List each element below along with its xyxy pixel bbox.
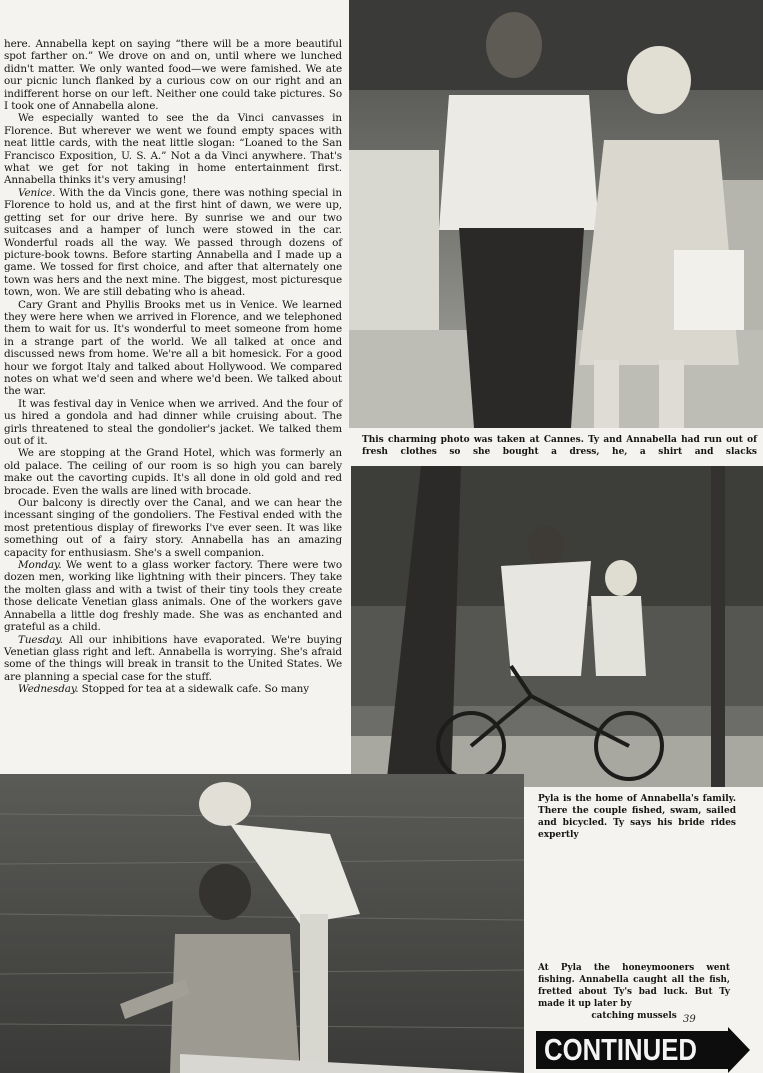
article-paragraph: We especially wanted to see the da Vinci canvasses in Florence. But wherever we went we found empty spaces with neat little cards, with the neat little slogan: “Loaned to the San Francisco Exposition, U. S. A.” Not a da Vinci anywhere. That's what we get for not taking in home entertainment first. Annabella thinks it's very amusing! [4,112,342,187]
caption-boat [538,962,730,1022]
article-paragraph: Our balcony is directly over the Canal, and we can hear the incessant singing of the gondoliers. The Festival ended with the most pretentious display of fireworks I've ever seen. It was like something out of a fairy story. Annabella has an amazing capacity for enthusiasm. She's a swell companion. [4,497,342,559]
article-paragraph: Tuesday. All our inhibitions have evaporated. We're buying Venetian glass right and left. Annabella is worrying. She's afraid some of the things will break in transit to the United States. We are planning a special case for the stuff. [4,633,342,683]
photo-boat [0,774,524,1073]
article-paragraph: It was festival day in Venice when we arrived. And the four of us hired a gondola and had dinner while cruising about. The girls threatened to steal the gondolier's jacket. We talked them out of it. [4,397,342,447]
article-paragraph: Venice. With the da Vincis gone, there was nothing special in Florence to hold us, and at the first hint of dawn, we were up, getting set for our drive here. By sunrise we and our two suitcases and a hamper of lunch were stowed in the car. Wonderful roads all the way. We passed through dozens of picture-book towns. Before starting Annabella and I made up a game. We tossed for first choice, and after that alternately one town was hers and the next mine. The biggest, most picturesque town, won. We are still debating who is ahead. [4,186,342,299]
photo-bicycle [351,466,763,787]
article-paragraph: here. Annabella kept on saying “there will be a more beautiful spot farther on.” We drove on and on, until where we lunched didn't matter. We only wanted food—we were famished. We ate our picnic lunch flanked by a curious cow on our right and an indifferent horse on our left. Neither one could take pictures. So I took one of Annabella alone. [4,38,342,113]
article-paragraph: Monday. We went to a glass worker factory. There were two dozen men, working like lightning with their pincers. They take the molten glass and with a twist of their tiny tools they create those delicate Venetian glass animals. One of the workers gave Annabella a little dog freshly made. She was as enchanted and grateful as a child. [4,559,342,634]
page-number: 39 [683,1014,696,1025]
caption-boat-end: catching mussels [591,1011,677,1021]
article-column [4,38,342,696]
article-paragraph: We are stopping at the Grand Hotel, which was formerly an old palace. The ceiling of our room is so high you can barely make out the cavorting cupids. It's all done in old gold and red brocade. Even the walls are lined with brocade. [4,447,342,497]
arrow-right-icon [728,1027,750,1073]
caption-cannes: This charming photo was taken at Cannes. Ty and Annabella had run out of fresh clothes so she bought a dress, he, a shirt and slacks [362,435,757,457]
caption-boat-text: At Pyla the honeymooners went fishing. Annabella caught all the fish, fretted about Ty's bad luck. But Ty made it up later by [538,963,730,1009]
caption-pyla: Pyla is the home of Annabella's family. There the couple fished, swam, sailed and bicycled. Ty says his bride rides expertly [538,794,736,840]
continued-label: CONTINUED [544,1032,697,1067]
article-paragraph: Wednesday. Stopped for tea at a sidewalk cafe. So many [18,683,310,696]
article-paragraph: Cary Grant and Phyllis Brooks met us in Venice. We learned they were here when we arrived in Florence, and we telephoned them to wait for us. It's wonderful to meet someone from home in a strange part of the world. We all talked at once and discussed news from home. We're all a bit homesick. For a good hour we forgot Italy and talked about Hollywood. We compared notes on what we'd seen and where we'd been. We talked about the war. [4,298,342,398]
photo-cannes [349,0,763,428]
continued-button[interactable] [536,1027,744,1073]
